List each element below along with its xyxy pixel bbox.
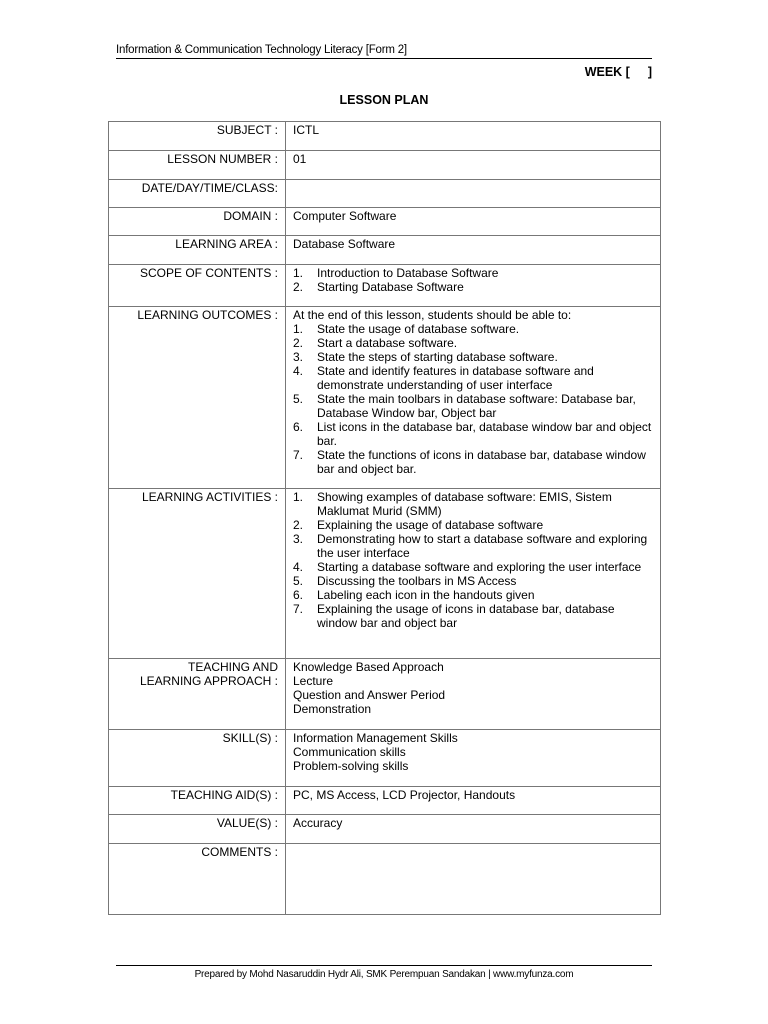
activities-list <box>293 490 654 630</box>
footer-credit: Prepared by Mohd Nasaruddin Hydr Ali, SMK Perempuan Sandakan | www.myfunza.com <box>194 969 574 980</box>
approach-label: TEACHING AND LEARNING APPROACH : <box>109 659 286 730</box>
outcomes-list <box>293 322 654 476</box>
list-item: 6. List icons in the database bar, database window bar and object bar. <box>293 420 652 448</box>
activities-value <box>286 489 661 659</box>
list-item: 1. State the usage of database software. <box>293 322 520 336</box>
row-subject <box>109 122 661 151</box>
row-domain <box>109 208 661 236</box>
lesson-number-value: 01 <box>286 151 661 180</box>
row-comments <box>109 844 661 915</box>
row-activities <box>109 489 661 659</box>
lesson-plan-table <box>108 121 661 915</box>
aids-label: TEACHING AID(S) : <box>109 787 286 815</box>
list-item: 1. Introduction to Database Software <box>293 266 499 280</box>
list-item: 4. Starting a database software and exploring the user interface <box>293 560 642 574</box>
row-outcomes <box>109 307 661 489</box>
document-footer <box>116 965 652 980</box>
outcomes-value <box>286 307 661 489</box>
subject-label: SUBJECT : <box>109 122 286 151</box>
list-item: 5. Discussing the toolbars in MS Access <box>293 574 517 588</box>
list-item: 2. Explaining the usage of database software <box>293 518 544 532</box>
scope-label: SCOPE OF CONTENTS : <box>109 265 286 307</box>
outcomes-label: LEARNING OUTCOMES : <box>109 307 286 489</box>
domain-value: Computer Software <box>286 208 661 236</box>
week-field <box>585 65 652 79</box>
domain-label: DOMAIN : <box>109 208 286 236</box>
document-header <box>116 44 652 59</box>
values-value: Accuracy <box>286 815 661 844</box>
list-item: 7. Explaining the usage of icons in database bar, database window bar and object bar <box>293 602 615 630</box>
page-title: LESSON PLAN <box>339 93 429 107</box>
week-label: WEEK [ <box>584 65 630 79</box>
activities-label: LEARNING ACTIVITIES : <box>109 489 286 659</box>
list-item: 1. Showing examples of database software: EMIS, Sistem Maklumat Murid (SMM) <box>293 490 612 518</box>
row-skills <box>109 730 661 787</box>
skills-label: SKILL(S) : <box>109 730 286 787</box>
list-item: 2. Start a database software. <box>293 336 458 350</box>
scope-list <box>293 266 654 294</box>
row-learning-area <box>109 236 661 265</box>
aids-value: PC, MS Access, LCD Projector, Handouts <box>286 787 661 815</box>
comments-label: COMMENTS : <box>109 844 286 915</box>
list-item: 3. State the steps of starting database software. <box>293 350 558 364</box>
row-aids <box>109 787 661 815</box>
date-label: DATE/DAY/TIME/CLASS: <box>109 180 286 208</box>
list-item: 7. State the functions of icons in database bar, database window bar and object bar. <box>293 448 646 476</box>
date-value <box>286 180 661 208</box>
row-scope <box>109 265 661 307</box>
row-values <box>109 815 661 844</box>
row-date <box>109 180 661 208</box>
course-title: Information & Communication Technology Literacy [Form 2] <box>116 44 407 56</box>
row-approach <box>109 659 661 730</box>
learning-area-value: Database Software <box>286 236 661 265</box>
list-item: 5. State the main toolbars in database software: Database bar, Database Window bar, Object bar <box>293 392 636 420</box>
list-item: 4. State and identify features in database software and demonstrate understanding of user interface <box>293 364 594 392</box>
list-item: 6. Labeling each icon in the handouts given <box>293 588 535 602</box>
learning-area-label: LEARNING AREA : <box>109 236 286 265</box>
subject-value: ICTL <box>286 122 661 151</box>
list-item: 3. Demonstrating how to start a database software and exploring the user interface <box>293 532 648 560</box>
list-item: 2. Starting Database Software <box>293 280 464 294</box>
week-close: ] <box>647 65 652 79</box>
lesson-number-label: LESSON NUMBER : <box>109 151 286 180</box>
values-label: VALUE(S) : <box>109 815 286 844</box>
skills-value: Information Management Skills Communication skills Problem-solving skills <box>286 730 661 787</box>
outcomes-intro: At the end of this lesson, students should be able to: <box>293 308 572 322</box>
row-lesson-number <box>109 151 661 180</box>
comments-value <box>286 844 661 915</box>
approach-value: Knowledge Based Approach Lecture Question and Answer Period Demonstration <box>286 659 661 730</box>
scope-value <box>286 265 661 307</box>
